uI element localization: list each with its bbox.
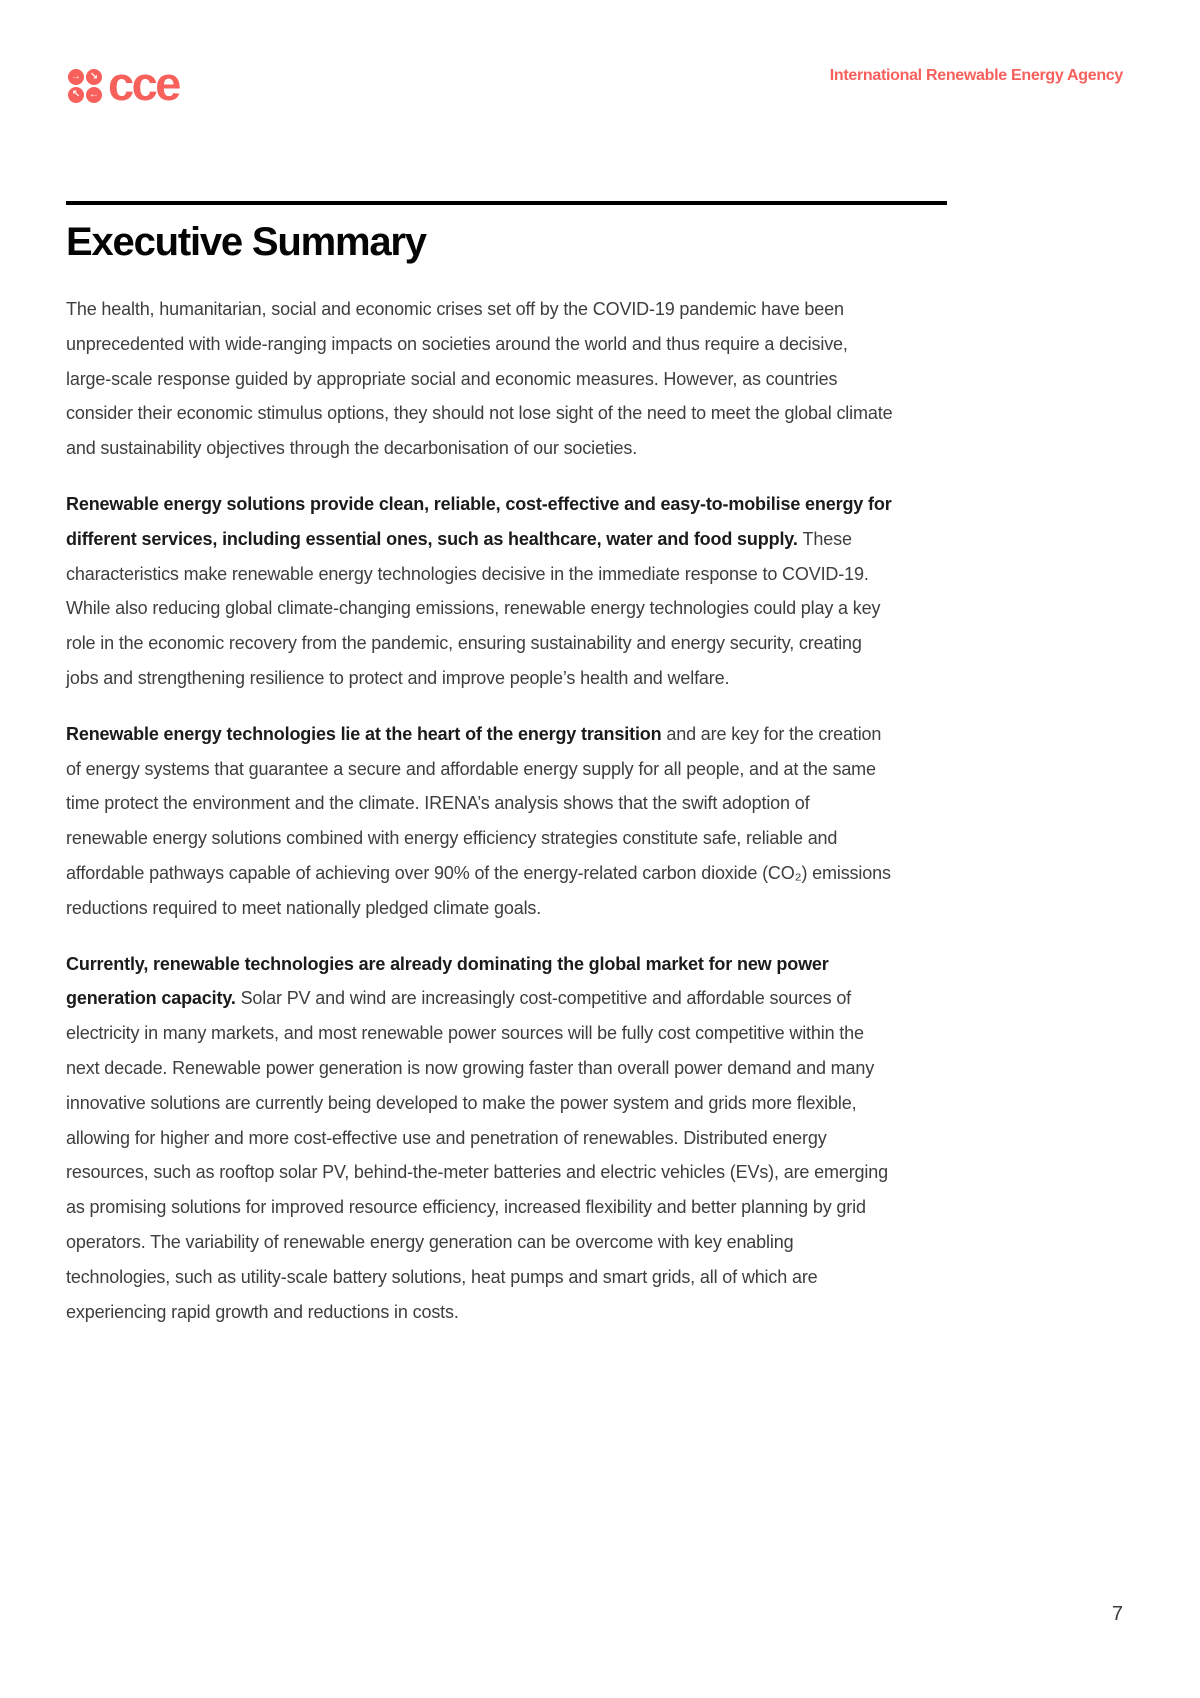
paragraph-intro xyxy=(66,292,894,466)
page-title: Executive Summary xyxy=(66,220,426,264)
paragraph-lead-text: Renewable energy technologies lie at the heart of the energy transition xyxy=(66,723,667,744)
brand-logo xyxy=(68,57,179,110)
paragraph-text: These characteristics make renewable energy technologies decisive in the immediate response to COVID-19. While also reducing global climate-changing emissions, renewable energy technologies could play a key role in the economic recovery from the pandemic, ensuring sustainability and energy security, creating jobs and strengthening resilience to protect and improve people’s health and welfare. xyxy=(66,528,881,688)
paragraph-text: and are key for the creation of energy systems that guarantee a secure and affordable energy supply for all people, and at the same time protect the environment and the climate. IRENA’s analysis shows that the swift adoption of renewable energy solutions combined with energy efficiency strategies constitute safe, reliable and affordable pathways capable of achieving over 90% of the energy-related carbon dioxide (CO₂) emissions reductions required to meet nationally pledged climate goals. xyxy=(66,723,891,918)
paragraph-lead-text: Renewable energy solutions provide clean, reliable, cost-effective and easy-to-mobilise energy for different services, including essential ones, such as healthcare, water and food supply. xyxy=(66,493,892,549)
logo-cycle-icons xyxy=(68,69,102,103)
logo-wordmark: cce xyxy=(108,57,179,110)
arrow-left-circle-icon: ← xyxy=(86,87,102,103)
arrow-up-left-circle-icon: ↖ xyxy=(68,87,84,103)
page-number: 7 xyxy=(1111,1603,1123,1625)
agency-name-label: International Renewable Energy Agency xyxy=(829,67,1123,84)
paragraph-renewable-solutions xyxy=(66,487,894,696)
section-divider xyxy=(66,201,947,205)
arrow-right-circle-icon: → xyxy=(68,69,84,85)
paragraph-energy-transition xyxy=(66,717,894,926)
paragraph-text: The health, humanitarian, social and economic crises set off by the COVID-19 pandemic have been unprecedented with wide-ranging impacts on societies around the world and thus require a decisive, large-scale response guided by appropriate social and economic measures. However, as countries consider their economic stimulus options, they should not lose sight of the need to meet the global climate and sustainability objectives through the decarbonisation of our societies. xyxy=(66,299,893,459)
content-area xyxy=(66,201,947,1350)
paragraph-lead-text: Currently, renewable technologies are already dominating the global market for new power generation capacity. xyxy=(66,953,829,1009)
paragraph-text: Solar PV and wind are increasingly cost-competitive and affordable sources of electricity in many markets, and most renewable power sources will be fully cost competitive within the next decade. Renewable power generation is now growing faster than overall power demand and many innovative solutions are currently being developed to make the power system and grids more flexible, allowing for higher and more cost-effective use and penetration of renewables. Distributed energy resources, such as rooftop solar PV, behind-the-meter batteries and electric vehicles (EVs), are emerging as promising solutions for improved resource efficiency, increased flexibility and better planning by grid operators. The variability of renewable energy generation can be overcome with key enabling technologies, such as utility-scale battery solutions, heat pumps and smart grids, all of which are experiencing rapid growth and reductions in costs. xyxy=(66,988,888,1322)
paragraph-global-market xyxy=(66,947,894,1330)
arrow-down-right-circle-icon: ↘ xyxy=(86,69,102,85)
